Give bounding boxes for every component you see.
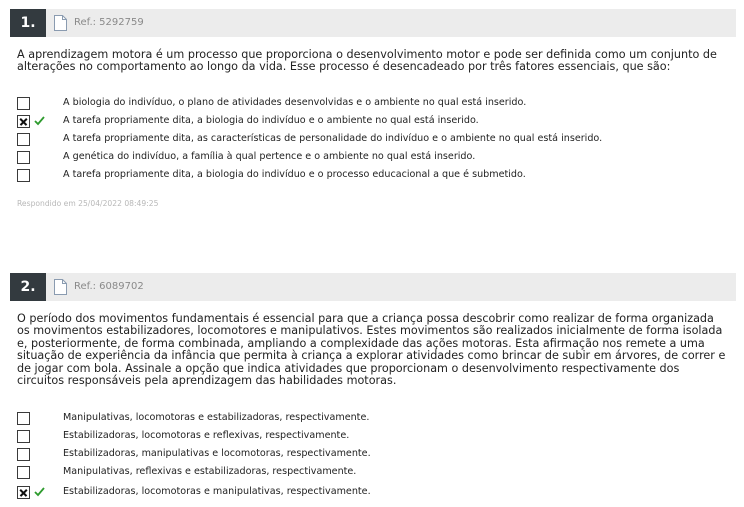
question-2-header (10, 273, 736, 301)
checkbox[interactable] (17, 151, 30, 164)
option-label: Manipulativas, reflexivas e estabilizadoras, respectivamente. (63, 466, 357, 477)
question-2-option-d[interactable] (17, 465, 717, 481)
option-label: A biologia do indivíduo, o plano de atividades desenvolvidas e o ambiente no qual está inserido. (63, 97, 527, 108)
question-1-option-d[interactable] (17, 150, 717, 166)
checkbox-checked[interactable] (17, 115, 30, 128)
checkbox[interactable] (17, 97, 30, 110)
option-label: A tarefa propriamente dita, a biologia do indivíduo e o processo educacional a que é submetido. (63, 169, 526, 180)
check-icon (34, 115, 45, 126)
document-icon (54, 15, 67, 31)
question-1-text: A aprendizagem motora é um processo que proporciona o desenvolvimento motor e pode ser definida como um conjunto de alterações no comportamento ao longo da vida. Esse processo é desencadeado por três fatores essenciais, que são: (17, 48, 717, 74)
question-1-option-b[interactable] (17, 114, 717, 130)
checkbox[interactable] (17, 448, 30, 461)
option-label: Estabilizadoras, locomotoras e reflexivas, respectivamente. (63, 430, 350, 441)
question-2-option-e[interactable] (17, 485, 717, 501)
option-label: Manipulativas, locomotoras e estabilizadoras, respectivamente. (63, 412, 370, 423)
question-1-option-a[interactable] (17, 96, 717, 112)
question-1-option-e[interactable] (17, 168, 717, 184)
checkbox[interactable] (17, 466, 30, 479)
question-2-option-a[interactable] (17, 411, 717, 427)
option-label: A genética do indivíduo, a família à qual pertence e o ambiente no qual está inserido. (63, 151, 476, 162)
option-label: Estabilizadoras, locomotoras e manipulativas, respectivamente. (63, 486, 371, 497)
question-2-number: 2. (10, 273, 46, 301)
checkbox[interactable] (17, 412, 30, 425)
question-1-ref: Ref.: 5292759 (74, 17, 144, 28)
question-2-option-b[interactable] (17, 429, 717, 445)
question-2-option-c[interactable] (17, 447, 717, 463)
option-label: A tarefa propriamente dita, as características de personalidade do indivíduo e o ambiente no qual está inserido. (63, 133, 603, 144)
question-2-text: O período dos movimentos fundamentais é essencial para que a criança possa descobrir como realizar de forma organizada os movimentos estabilizadores, locomotores e manipulativos. Estes movimentos são realizados inicialmente de forma isolada e, posteriormente, de forma combinada, ampliando a complexidade das ações motoras. Esta afirmação nos remete a uma situação de experiência da infância que permita à criança a explorar atividades como brincar de subir em árvores, de correr e de jogar com bola. Assinale a opção que indica atividades que proporcionam o desenvolvimento respectivamente dos circuitos responsáveis pela aprendizagem das habilidades motoras. (17, 312, 726, 388)
option-label: A tarefa propriamente dita, a biologia do indivíduo e o ambiente no qual está inserido. (63, 115, 479, 126)
document-icon (54, 279, 67, 295)
answered-timestamp: Respondido em 25/04/2022 08:49:25 (17, 199, 159, 208)
question-1-number: 1. (10, 9, 46, 37)
checkbox[interactable] (17, 133, 30, 146)
check-icon (34, 486, 45, 497)
checkbox[interactable] (17, 430, 30, 443)
checkbox-checked[interactable] (17, 486, 30, 499)
question-1-option-c[interactable] (17, 132, 717, 148)
question-2-ref: Ref.: 6089702 (74, 281, 144, 292)
checkbox[interactable] (17, 169, 30, 182)
question-1-header (10, 9, 736, 37)
option-label: Estabilizadoras, manipulativas e locomotoras, respectivamente. (63, 448, 371, 459)
